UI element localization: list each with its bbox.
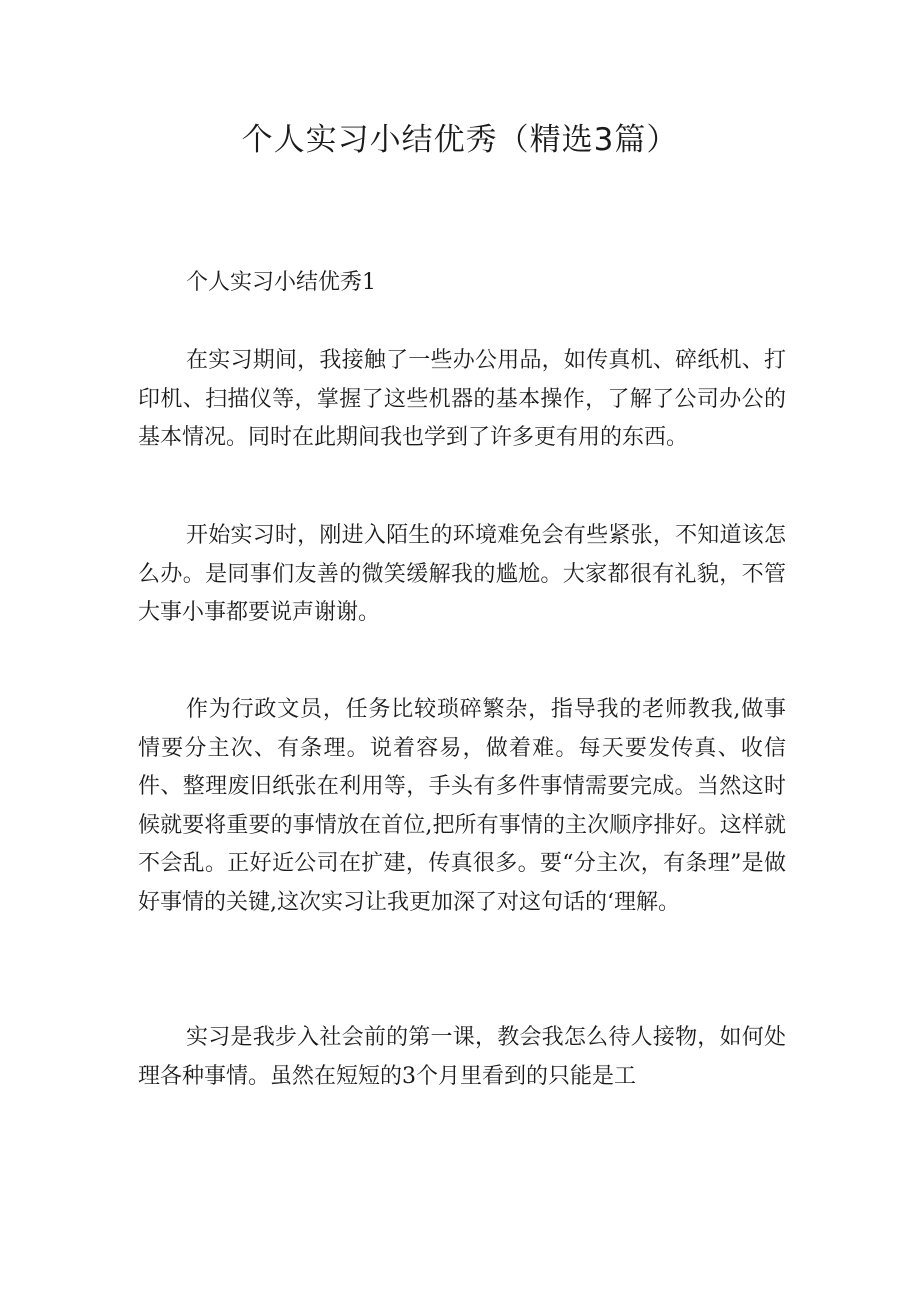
paragraph-1: 在实习期间，我接触了一些办公用品，如传真机、碎纸机、打印机、扫描仪等，掌握了这些机器的基本操作，了解了公司办公的基本情况。同时在此期间我也学到了许多更有用的东西。 <box>138 348 786 450</box>
document-title: 个人实习小结优秀（精选3篇） <box>241 122 679 158</box>
paragraph-4: 实习是我步入社会前的第一课，教会我怎么待人接物，如何处理各种事情。虽然在短短的3个月里看到的只能是工 <box>138 1025 786 1089</box>
paragraph-2: 开始实习时，刚进入陌生的环境难免会有些紧张，不知道该怎么办。是同事们友善的微笑缓解我的尴尬。大家都很有礼貌，不管大事小事都要说声谢谢。 <box>138 523 786 625</box>
paragraph-3: 作为行政文员，任务比较琐碎繁杂，指导我的老师教我,做事情要分主次、有条理。说着容易，做着难。每天要发传真、收信件、整理废旧纸张在利用等，手头有多件事情需要完成。当然这时候就要将重要的事情放在首位,把所有事情的主次顺序排好。这样就不会乱。正好近公司在扩建，传真很多。要“分主次，有条理”是做好事情的关键,这次实习让我更加深了对这句话的‘理解。 <box>138 697 786 915</box>
section-heading: 个人实习小结优秀1 <box>186 270 376 295</box>
